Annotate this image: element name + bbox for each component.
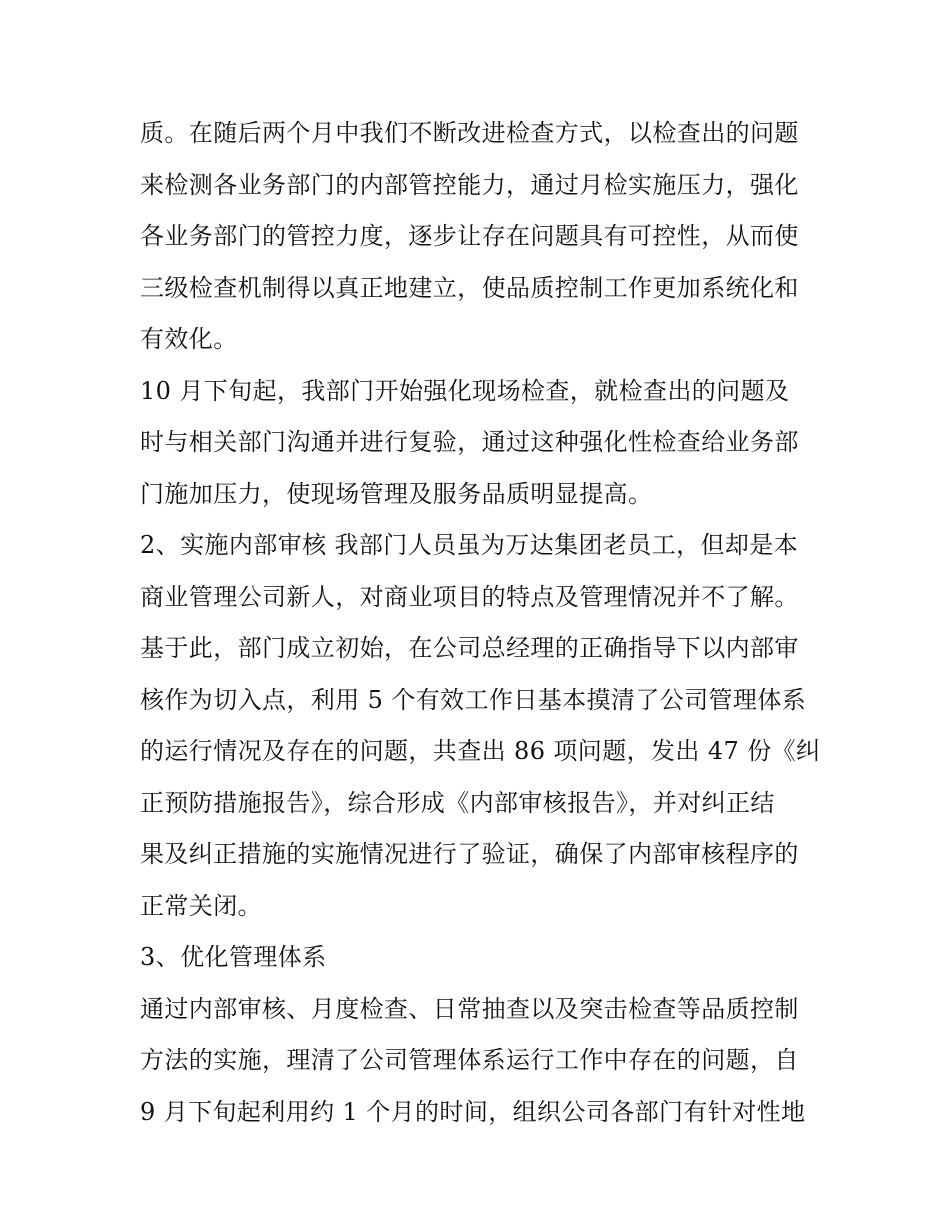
text-line: 9 月下旬起利用约 1 个月的时间，组织公司各部门有针对性地 <box>140 1097 806 1126</box>
text-line: 的运行情况及存在的问题，共查出 86 项问题，发出 47 份《纠 <box>140 737 821 765</box>
text-line: 时与相关部门沟通并进行复验，通过这种强化性检查给业务部 <box>140 428 799 456</box>
section-heading-line: 2、实施内部审核 我部门人员虽为万达集团老员工，但却是本 <box>140 531 799 559</box>
text-line: 10 月下旬起，我部门开始强化现场检查，就检查出的问题及 <box>140 376 790 405</box>
text-line: 来检测各业务部门的内部管控能力，通过月检实施压力，强化 <box>140 170 799 199</box>
text-line: 基于此，部门成立初始，在公司总经理的正确指导下以内部审 <box>140 634 799 662</box>
text-line: 核作为切入点，利用 5 个有效工作日基本摸清了公司管理体系 <box>140 685 807 714</box>
text-line: 方法的实施，理清了公司管理体系运行工作中存在的问题，自 <box>140 1046 799 1074</box>
text-line: 通过内部审核、月度检查、日常抽查以及突击检查等品质控制 <box>140 994 799 1023</box>
text-line: 有效化。 <box>140 325 238 353</box>
text-line: 正预防措施报告》，综合形成《内部审核报告》，并对纠正结 <box>140 788 775 817</box>
text-line: 三级检查机制得以真正地建立，使品质控制工作更加系统化和 <box>140 273 799 302</box>
text-line: 各业务部门的管控力度，逐步让存在问题具有可控性，从而使 <box>140 222 799 250</box>
text-line: 门施加压力，使现场管理及服务品质明显提高。 <box>140 479 653 508</box>
text-line: 果及纠正措施的实施情况进行了验证，确保了内部审核程序的 <box>140 840 799 868</box>
text-line: 正常关闭。 <box>140 891 262 920</box>
text-line: 质。在随后两个月中我们不断改进检查方式，以检查出的问题 <box>140 119 799 147</box>
text-line: 商业管理公司新人，对商业项目的特点及管理情况并不了解。 <box>140 582 799 611</box>
section-heading: 3、优化管理体系 <box>140 943 327 971</box>
body-text <box>140 108 820 1138</box>
